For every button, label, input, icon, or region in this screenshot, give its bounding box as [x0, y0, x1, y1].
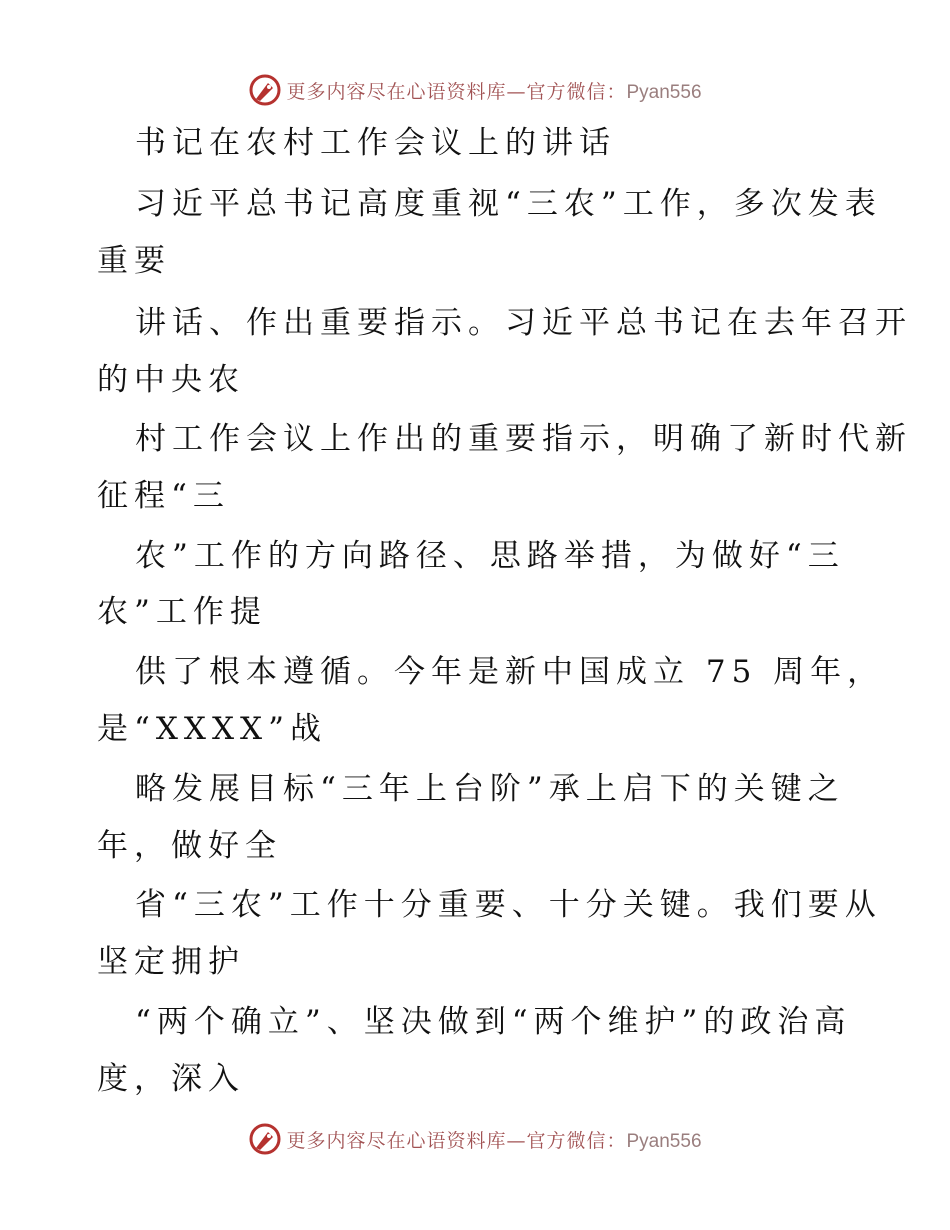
header-banner: [0, 70, 950, 110]
paragraph-line: 农”工作提: [97, 594, 267, 630]
paragraph-line: 的中央农: [97, 362, 245, 398]
paragraph-line: 讲话、作出重要指示。习近平总书记在去年召开: [135, 305, 912, 341]
document-title: 书记在农村工作会议上的讲话: [135, 125, 616, 161]
banner-site-text: 更多内容尽在心语资料库—官方微信：: [286, 80, 627, 103]
paragraph-line: 村工作会议上作出的重要指示，明确了新时代新: [135, 421, 912, 457]
pen-nib-logo-icon: [248, 1122, 282, 1156]
paragraph-line: 农”工作的方向路径、思路举措，为做好“三: [135, 538, 845, 574]
paragraph-line: 是“XXXX”战: [97, 711, 327, 747]
pen-nib-logo-icon: [248, 73, 282, 107]
paragraph-line: 重要: [97, 243, 171, 279]
banner-wechat-id: Pyan556: [626, 1130, 702, 1152]
banner-text: [286, 77, 701, 104]
footer-banner: [0, 1119, 950, 1159]
paragraph-line: “两个确立”、坚决做到“两个维护”的政治高: [135, 1004, 852, 1040]
paragraph-line: 省“三农”工作十分重要、十分关键。我们要从: [135, 887, 882, 923]
paragraph-line: 年，做好全: [97, 828, 282, 864]
banner-wechat-id: Pyan556: [626, 81, 702, 103]
paragraph-line: 习近平总书记高度重视“三农”工作，多次发表: [135, 186, 882, 222]
banner-site-text: 更多内容尽在心语资料库—官方微信：: [286, 1129, 627, 1152]
paragraph-line: 征程“三: [97, 478, 230, 514]
paragraph-line: 度，深入: [97, 1061, 245, 1097]
paragraph-line: 坚定拥护: [97, 944, 245, 980]
banner-text: [286, 1126, 701, 1153]
paragraph-line: 略发展目标“三年上台阶”承上启下的关键之: [135, 771, 845, 807]
paragraph-line: 供了根本遵循。今年是新中国成立 75 周年，: [135, 654, 885, 690]
